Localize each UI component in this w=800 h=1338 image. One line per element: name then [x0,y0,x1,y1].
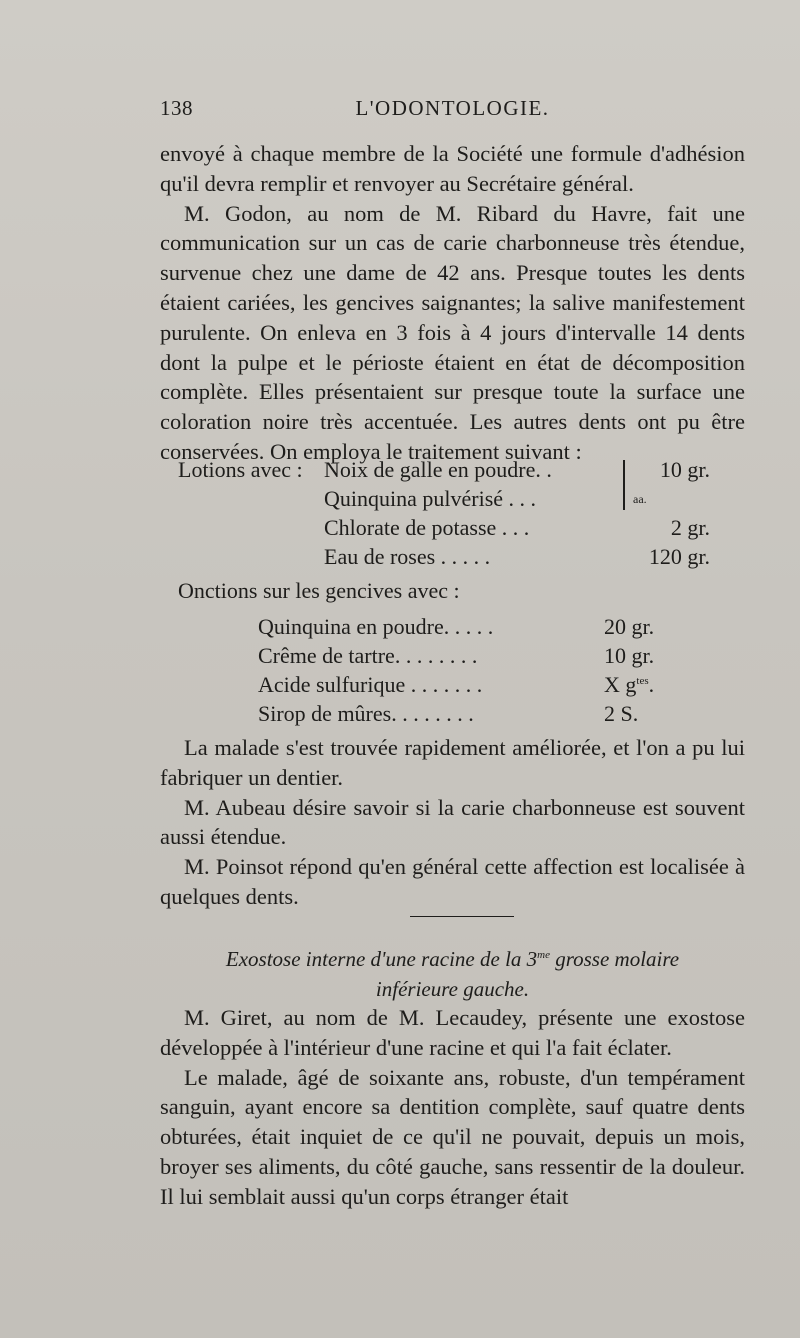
ingredient-name: Acide sulfurique . . . . . . . [258,672,483,697]
title-part: Exostose interne d'une racine de la 3 [225,947,538,971]
running-head: L'ODONTOLOGIE. [355,96,550,120]
recipe-row [258,670,658,699]
onctions-recipe [258,612,658,728]
section-title-line2: inférieure gauche. [375,977,530,1001]
paragraph-giret: M. Giret, au nom de M. Lecaudey, présente une exostose développée à l'intérieur d'une racine et qui l'a fait éclater. [160,1005,745,1060]
recipe-row [178,484,738,513]
ingredient-qty: 120 gr. [648,544,710,569]
ingredient-qty: 2 gr. [670,515,710,540]
recipe-row [178,542,738,571]
section-separator [410,916,514,917]
title-part: grosse molaire [549,947,680,971]
body-text-middle [160,733,745,912]
onctions-lead: Onctions sur les gencives avec : [178,578,460,603]
paragraph-aubeau: M. Aubeau désire savoir si la carie charbonneuse est souvent aussi étendue. [160,794,745,850]
ingredient-qty: 20 gr. [604,614,655,639]
qty-tail: . [648,672,655,697]
recipe-row [258,699,658,728]
ingredient-qty: 2 S. [604,701,639,726]
ingredient-qty: 10 gr. [604,643,655,668]
aa-note: aa. [633,492,647,506]
ingredient-name: Eau de roses . . . . . [324,544,491,569]
paragraph-godon: M. Godon, au nom de M. Ribard du Havre, fait une communication sur un cas de carie charbonneuse très étendue, survenue chez une dame de 42 ans. Presque toutes les dents étaient cariées, les gencives saignantes; la salive manifestement purulente. On enleva en 3 fois à 4 jours d'intervalle 14 dents dont la pulpe et le périoste étaient en état de décomposition complète. Elles présentaient sur presque toute la surface une coloration noire très accentuée. Les autres dents ont pu être conservées. On employa le traitement suivant : [160,200,745,464]
paragraph-malade: Le malade, âgé de soixante ans, robuste, d'un tempérament sanguin, ayant encore sa dentition complète, sauf quatre dents obturées, était inquiet de ce qu'il ne pouvait, depuis un mois, broyer ses aliments, du côté gauche, sans ressentir de la douleur. Il lui semblait aussi qu'un corps étranger était [160,1064,745,1209]
ingredient-name: Quinquina en poudre. . . . . [258,614,494,639]
brace-mark [623,460,631,510]
section-title-line1 [180,944,725,974]
page-number: 138 [160,96,193,120]
body-text-bottom [160,1003,745,1212]
recipe-row [178,455,738,484]
paragraph-poinsot: M. Poinsot répond qu'en général cette affection est localisée à quelques dents. [160,854,745,909]
paragraph-result: La malade s'est trouvée rapidement améliorée, et l'on a pu lui fabriquer un dentier. [160,735,745,790]
body-text-top [160,139,745,467]
qty-main: X g [604,672,637,697]
section-title [180,944,725,1004]
recipe-row [258,641,658,670]
ingredient-name: Noix de galle en poudre. . [324,457,552,482]
ingredient-name: Crême de tartre. . . . . . . . [258,643,478,668]
ingredient-qty: 10 gr. [659,457,710,482]
ingredient-name: Sirop de mûres. . . . . . . . [258,701,474,726]
lotions-recipe [178,455,738,571]
ingredient-name: Chlorate de potasse . . . [324,515,530,540]
page-header [160,96,745,126]
qty-sup: tes [636,675,649,687]
title-sup: me [537,949,550,961]
lotions-lead: Lotions avec : [178,457,303,482]
recipe-row [178,513,738,542]
ingredient-name: Quinquina pulvérisé . . . [324,486,537,511]
paragraph-continuation: envoyé à chaque membre de la Société une formule d'adhésion qu'il devra remplir et renvoyer au Secrétaire général. [160,141,745,196]
recipe-row [258,612,658,641]
ingredient-qty [604,670,654,700]
